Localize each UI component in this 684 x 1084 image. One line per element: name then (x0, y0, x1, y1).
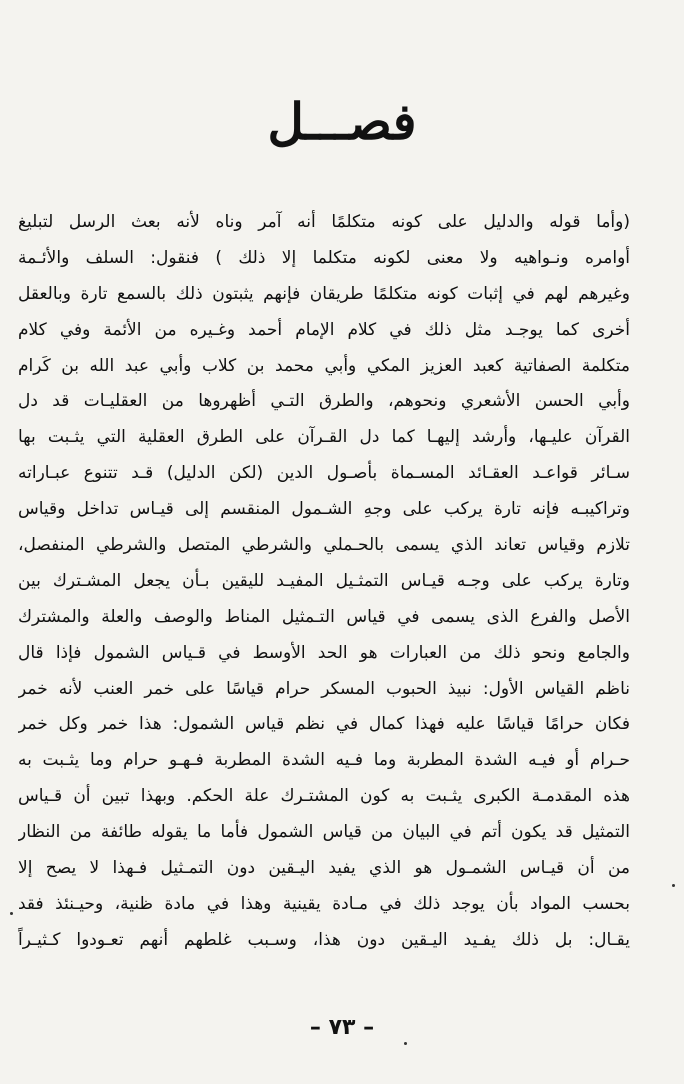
text-line: ناظم القياس الأول: نبيذ الحبوب المسكر حرام قياسًا على خمر العنب لأنه خمر (18, 678, 630, 699)
body-text (18, 205, 630, 959)
text-line: فكان حرامًا قياسًا عليه فهذا كمال في نظم قياس الشمول: هذا خمر وكل خمر (18, 714, 630, 735)
text-line: تلازم وقياس تعاند الذي يسمى بالحـملي والشرطي المتصل والشرطي المنفصل، (18, 535, 630, 556)
text-line: وتراكيبـه فإنه تارة يركب على وجهِ الشـمول المنقسم إلى قيـاس تداخل وقياس (18, 499, 630, 520)
text-line: (وأما قوله والدليل على كونه متكلمًا أنه آمر وناه لأنه بعث الرسل لتبليغ (18, 212, 630, 232)
text-line: الأصل والفرع الذى يسمى في قياس التـمثيل المناط والوصف والعلة والمشترك (18, 606, 630, 627)
page-number: – ٧٣ – (309, 1015, 375, 1040)
text-line: وتارة يركب على وجـه قيـاس التمثـيل المفيـد لليقين بـأن يجعل المشـترك بين (18, 570, 630, 591)
text-line: سـائر قواعـد العقـائد المسـماة بأصـول الدين (لكن الدليل) قـد تتنوع عبـاراته (18, 463, 630, 484)
text-line: وأبي الحسن الأشعري ونحوهم، والطرق التـي أظهروها من العقليـات قد دل (18, 391, 630, 412)
speck-mark (404, 1042, 407, 1045)
speck-mark (672, 884, 675, 887)
text-line: حـرام أو فيـه الشدة المطربة وما فـيه الشدة المطربة فـهـو حرام وما يثـبت به (18, 750, 630, 771)
text-line: والجامع ونحو ذلك من العبارات هو الحد الأوسط في قـياس الشمول فإذا قال (18, 642, 630, 663)
text-line: هذه المقدمـة الكبرى يثـبت به كون المشتـرك علة الحكم. وبهذا تبين أن قـياس (18, 786, 630, 807)
text-line: التمثيل قد يكون أتم في البيان من قياس الشمول فأما ما يقوله طائفة من النظار (18, 822, 630, 843)
speck-mark (10, 912, 13, 915)
text-line: من أن قيـاس الشمـول هو الذي يفيد اليـقين دون التمـثيل فـهذا لا يصح إلا (18, 858, 630, 879)
text-line: القرآن عليـها، وأرشد إليهـا كما دل القـرآن على الطرق العقلية التي يثـبت بها (18, 427, 630, 448)
text-line: وغيرهم لهم في إثبات كونه متكلمًا طريقان فإنهم يثبتون ذلك بالسمع تارة وبالعقل (18, 283, 630, 304)
chapter-heading: فصـــل (267, 92, 417, 151)
text-line: متكلمة الصفاتية كعبد العزيز المكي وأبي محمد بن كلاب وأبي عبد الله بن كَرام (18, 355, 630, 376)
text-line: أوامره ونـواهيه ولا معنى لكونه متكلما إلا ذلك ) فنقول: السلف والأئـمة (18, 247, 630, 268)
text-line: بحسب المواد بأن يوجد ذلك في مـادة يقينية وهذا في مادة ظنية، وحيـنئذ فقد (18, 893, 630, 914)
text-line: أخرى كما يوجـد مثل ذلك في كلام الإمام أحمد وغـيره من الأئمة وفي كلام (18, 319, 630, 340)
text-line: يقـال: بل ذلك يفـيد اليـقين دون هذا، وسـبب غلطهم أنهم تعـودوا كـثيـراً (18, 929, 630, 950)
